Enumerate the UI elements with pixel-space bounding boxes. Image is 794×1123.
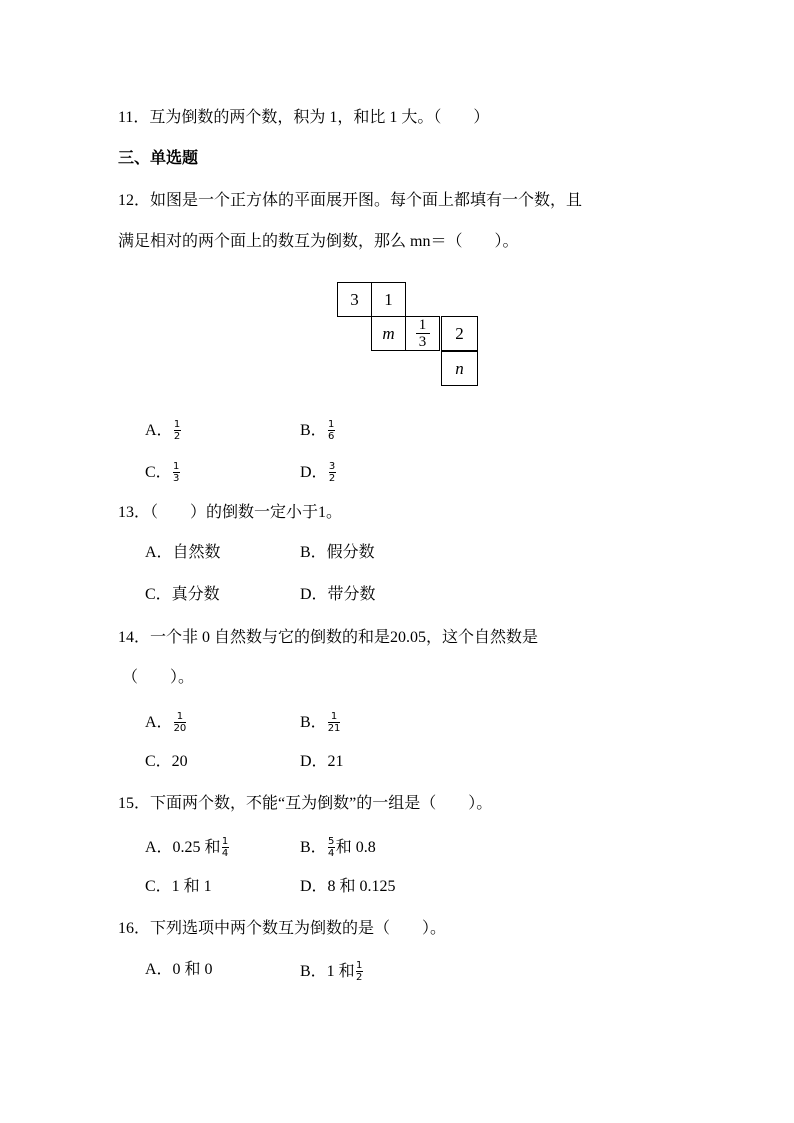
net-cell-m: m bbox=[371, 316, 406, 351]
option-numerator: 3 bbox=[328, 461, 336, 472]
option-numerator: 1 bbox=[221, 836, 229, 847]
option-numerator: 5 bbox=[328, 836, 335, 847]
option-label: A． bbox=[145, 421, 173, 439]
q13-option-a[interactable]: A．自然数 bbox=[145, 544, 221, 561]
option-denominator: 2 bbox=[328, 473, 336, 484]
q15-option-b[interactable] bbox=[300, 836, 376, 859]
q16-option-b[interactable] bbox=[300, 960, 364, 983]
net-fraction-numerator: 1 bbox=[418, 317, 427, 333]
option-label: B． bbox=[300, 421, 327, 439]
option-denominator: 6 bbox=[328, 431, 335, 442]
option-numerator: 1 bbox=[330, 711, 338, 722]
option-text: A．0.25 和 bbox=[145, 838, 221, 856]
option-text: B．1 和 bbox=[300, 962, 355, 980]
q13-option-d[interactable]: D．带分数 bbox=[300, 586, 376, 603]
question-12-line-2: 满足相对的两个面上的数互为倒数，那么 mn＝（ ）。 bbox=[118, 233, 519, 250]
q12-option-d[interactable] bbox=[300, 461, 337, 484]
net-cell-1: 3 bbox=[337, 282, 372, 317]
question-16: 16．下列选项中两个数互为倒数的是（ ）。 bbox=[118, 920, 447, 937]
option-label: B． bbox=[300, 713, 327, 731]
option-label: D． bbox=[300, 463, 328, 481]
q15-option-c[interactable]: C．1 和 1 bbox=[145, 878, 212, 895]
net-cell-n: n bbox=[441, 351, 478, 386]
option-denominator: 2 bbox=[173, 431, 181, 442]
option-denominator: 20 bbox=[173, 723, 187, 734]
question-13: 13．（ ）的倒数一定小于1。 bbox=[118, 504, 343, 521]
option-denominator: 4 bbox=[221, 848, 229, 859]
net-cell-2: 1 bbox=[371, 282, 406, 317]
q14-option-d[interactable]: D．21 bbox=[300, 753, 344, 770]
q16-option-a[interactable]: A．0 和 0 bbox=[145, 961, 213, 978]
question-12-line-1: 12．如图是一个正方体的平面展开图。每个面上都填有一个数，且 bbox=[118, 192, 583, 209]
question-14-line-2: （ ）。 bbox=[122, 669, 195, 686]
option-label: A． bbox=[145, 713, 173, 731]
option-numerator: 1 bbox=[328, 419, 335, 430]
q14-option-a[interactable] bbox=[145, 711, 187, 734]
q14-option-b[interactable] bbox=[300, 711, 341, 734]
option-denominator: 4 bbox=[328, 848, 335, 859]
net-cell-fraction bbox=[405, 316, 440, 351]
option-label: C． bbox=[145, 463, 172, 481]
question-15: 15．下面两个数，不能“互为倒数”的一组是（ ）。 bbox=[118, 795, 493, 812]
option-denominator: 2 bbox=[356, 972, 363, 983]
q12-option-a[interactable] bbox=[145, 419, 182, 442]
q12-option-b[interactable] bbox=[300, 419, 336, 442]
option-denominator: 21 bbox=[327, 723, 341, 734]
net-fraction-denominator: 3 bbox=[418, 334, 427, 350]
option-numerator: 1 bbox=[356, 960, 363, 971]
section-title: 三、单选题 bbox=[118, 148, 199, 167]
question-11: 11．互为倒数的两个数，积为 1，和比 1 大。（ ） bbox=[118, 109, 490, 126]
option-label: B． bbox=[300, 838, 327, 856]
q13-option-c[interactable]: C．真分数 bbox=[145, 586, 220, 603]
net-cell-5: 2 bbox=[441, 316, 478, 351]
option-denominator: 3 bbox=[173, 473, 180, 484]
option-numerator: 1 bbox=[176, 711, 184, 722]
question-14-line-1: 14．一个非 0 自然数与它的倒数的和是20.05，这个自然数是 bbox=[118, 629, 539, 646]
q14-option-c[interactable]: C．20 bbox=[145, 753, 188, 770]
option-text: 和 0.8 bbox=[335, 838, 376, 856]
q13-option-b[interactable]: B．假分数 bbox=[300, 544, 375, 561]
q15-option-d[interactable]: D．8 和 0.125 bbox=[300, 878, 396, 895]
q12-option-c[interactable] bbox=[145, 461, 181, 484]
option-numerator: 1 bbox=[173, 419, 181, 430]
option-numerator: 1 bbox=[173, 461, 180, 472]
q15-option-a[interactable] bbox=[145, 836, 230, 859]
